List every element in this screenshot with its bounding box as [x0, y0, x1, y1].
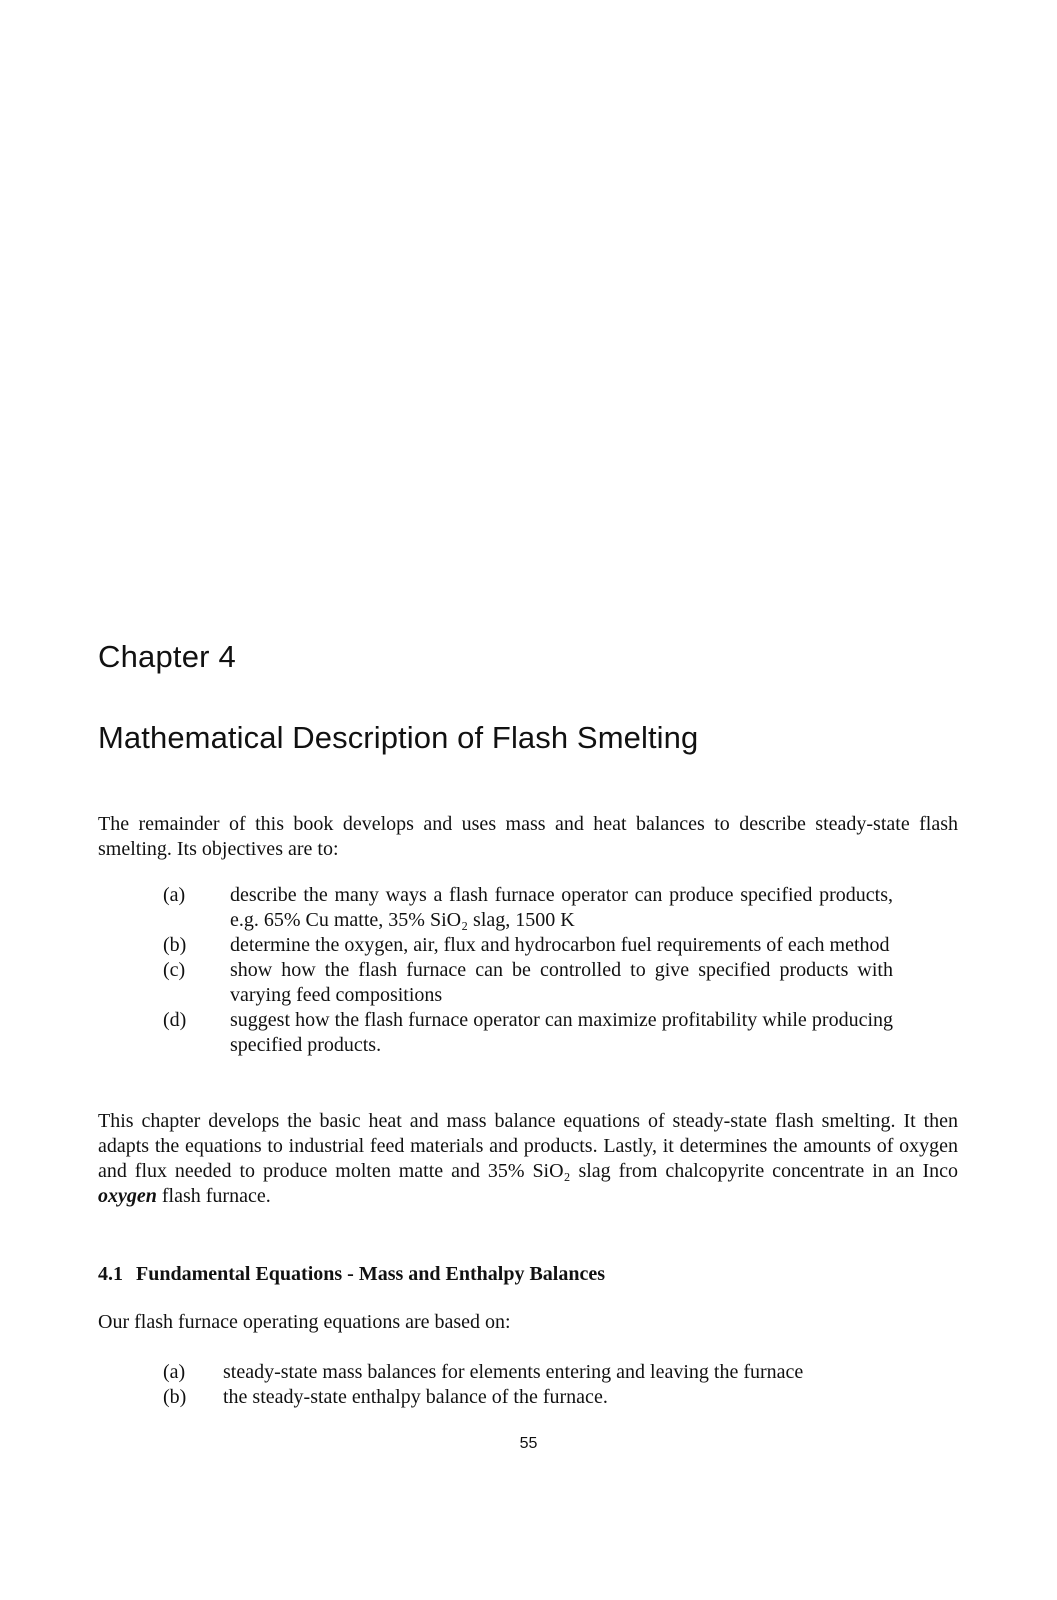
list-item-text: describe the many ways a flash furnace operator can produce specified products, e.g. 65% Cu matte, 35% SiO₂ slag, 1500 K: [230, 884, 893, 931]
chapter-title: Mathematical Description of Flash Smelting: [98, 720, 699, 755]
section-number: 4.1: [98, 1263, 123, 1285]
objectives-list: [163, 883, 893, 1058]
list-marker: (a): [163, 1361, 186, 1383]
basis-list: [163, 1360, 923, 1410]
list-item: [163, 1360, 923, 1385]
page-number: 55: [519, 1435, 538, 1452]
summary-text-end: flash furnace.: [156, 1185, 271, 1207]
intro-paragraph: The remainder of this book develops and uses mass and heat balances to describe steady-state flash smelting. Its objectives are to:: [98, 813, 958, 860]
list-marker: (c): [163, 959, 186, 981]
list-marker: (a): [163, 884, 186, 906]
chapter-summary-paragraph: [98, 1109, 958, 1209]
list-item: [163, 933, 893, 958]
summary-emphasis: oxygen: [98, 1185, 157, 1207]
summary-text: This chapter develops the basic heat and mass balance equations of steady-state flash smelting. It then adapts the equations to industrial feed materials and products. Lastly, it determines the amounts of oxygen and flux needed to produce molten matte and 35% SiO₂ slag from chalcopyrite concentrate in an Inco: [98, 1110, 958, 1182]
list-item: [163, 1385, 923, 1410]
list-marker: (b): [163, 1386, 187, 1408]
list-item-text: determine the oxygen, air, flux and hydrocarbon fuel requirements of each method: [230, 934, 890, 956]
list-item: [163, 958, 893, 1008]
section-title: Fundamental Equations - Mass and Enthalpy Balances: [136, 1263, 606, 1285]
list-item: [163, 883, 893, 933]
list-item-text: show how the flash furnace can be controlled to give specified products with varying feed compositions: [230, 959, 893, 1006]
list-marker: (b): [163, 934, 187, 956]
list-item: [163, 1008, 893, 1058]
chapter-label: Chapter 4: [98, 639, 236, 674]
list-marker: (d): [163, 1009, 187, 1031]
list-item-text: steady-state mass balances for elements entering and leaving the furnace: [223, 1361, 804, 1383]
list-item-text: the steady-state enthalpy balance of the furnace.: [223, 1386, 608, 1408]
basis-intro-paragraph: Our flash furnace operating equations are based on:: [98, 1311, 511, 1333]
section-heading: [98, 1262, 605, 1287]
list-item-text: suggest how the flash furnace operator can maximize profitability while producing specified products.: [230, 1009, 893, 1056]
